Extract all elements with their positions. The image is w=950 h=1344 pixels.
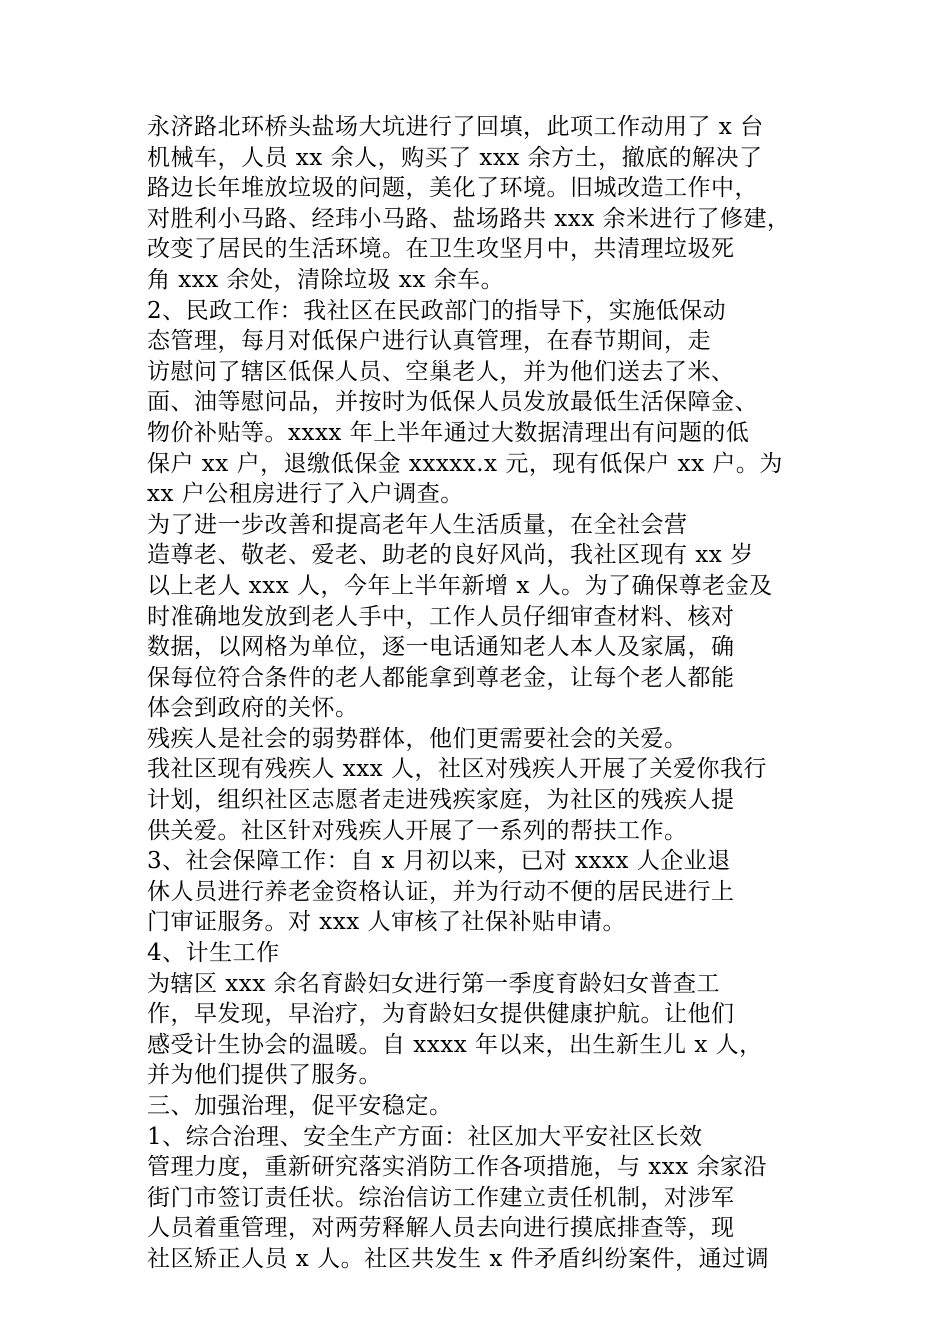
text-line: 角 xxx 余处，清除垃圾 xx 余车。 [147, 266, 505, 293]
text-line: 改变了居民的生活环境。在卫生攻坚月中，共清理垃圾死 [147, 236, 735, 263]
text-line: 管理力度，重新研究落实消防工作各项措施，与 xxx 余家沿 [147, 1154, 768, 1181]
text-line: 供关爱。社区针对残疾人开展了一系列的帮扶工作。 [147, 817, 688, 844]
text-line: 三、加强治理，促平安稳定。 [147, 1093, 453, 1119]
text-line: 为了进一步改善和提高老年人生活质量，在全社会营 [147, 511, 688, 538]
text-line: 我社区现有残疾人 xxx 人，社区对残疾人开展了关爱你我行 [147, 756, 768, 783]
text-line: 保户 xx 户，退缴低保金 xxxxx.x 元，现有低保户 xx 户。为 [147, 450, 783, 477]
text-line: 作，早发现，早治疗，为育龄妇女提供健康护航。让他们 [147, 1001, 735, 1028]
text-line: 人员着重管理，对两劳释解人员去向进行摸底排查等，现 [147, 1215, 735, 1242]
text-line: 街门市签订责任状。综治信访工作建立责任机制，对涉军 [147, 1184, 735, 1211]
text-line: 为辖区 xxx 余名育龄妇女进行第一季度育龄妇女普查工 [147, 970, 721, 997]
text-line: 残疾人是社会的弱势群体，他们更需要社会的关爱。 [147, 725, 688, 752]
text-line: 机械车，人员 xx 余人，购买了 xxx 余方土，撤底的解决了 [147, 144, 763, 171]
text-line: 感受计生协会的温暖。自 xxxx 年以来，出生新生儿 x 人， [147, 1031, 763, 1058]
text-line: 时准确地发放到老人手中，工作人员仔细审查材料、核对 [147, 603, 735, 630]
text-line: 以上老人 xxx 人，今年上半年新增 x 人。为了确保尊老金及 [147, 572, 773, 599]
text-line: 态管理，每月对低保户进行认真管理，在春节期间，走 [147, 328, 711, 355]
text-line: 面、油等慰问品，并按时为低保人员发放最低生活保障金、 [147, 389, 758, 416]
text-line: 3、社会保障工作：自 x 月初以来，已对 xxxx 人企业退 [147, 848, 731, 875]
text-line: xx 户公租房进行了入户调查。 [147, 481, 464, 508]
text-line: 1、综合治理、安全生产方面：社区加大平安社区长效 [147, 1123, 703, 1150]
text-line: 社区矫正人员 x 人。社区共发生 x 件矛盾纠纷案件，通过调 [147, 1245, 770, 1272]
text-line: 对胜利小马路、经玮小马路、盐场路共 xxx 余米进行了修建， [147, 205, 791, 232]
text-line: 永济路北环桥头盐场大坑进行了回填，此项工作动用了 x 台 [147, 114, 764, 140]
text-line: 访慰问了辖区低保人员、空巢老人，并为他们送去了米、 [147, 358, 735, 385]
text-line: 并为他们提供了服务。 [147, 1062, 382, 1089]
text-line: 计划，组织社区志愿者走进残疾家庭，为社区的残疾人提 [147, 787, 735, 814]
text-line: 体会到政府的关怀。 [147, 695, 359, 722]
text-line: 物价补贴等。xxxx 年上半年通过大数据清理出有问题的低 [147, 419, 750, 446]
text-line: 数据，以网格为单位，逐一电话通知老人本人及家属，确 [147, 634, 735, 661]
body-text [147, 112, 847, 1275]
text-line: 休人员进行养老金资格认证，并为行动不便的居民进行上 [147, 878, 735, 905]
text-line: 门审证服务。对 xxx 人审核了社保补贴申请。 [147, 909, 627, 936]
text-line: 4、计生工作 [147, 940, 280, 967]
text-line: 保每位符合条件的老人都能拿到尊老金，让每个老人都能 [147, 664, 735, 691]
text-line: 2、民政工作：我社区在民政部门的指导下，实施低保动 [147, 297, 727, 324]
text-line: 路边长年堆放垃圾的问题，美化了环境。旧城改造工作中， [147, 175, 758, 202]
text-line: 造尊老、敬老、爱老、助老的良好风尚，我社区现有 xx 岁 [147, 542, 754, 569]
